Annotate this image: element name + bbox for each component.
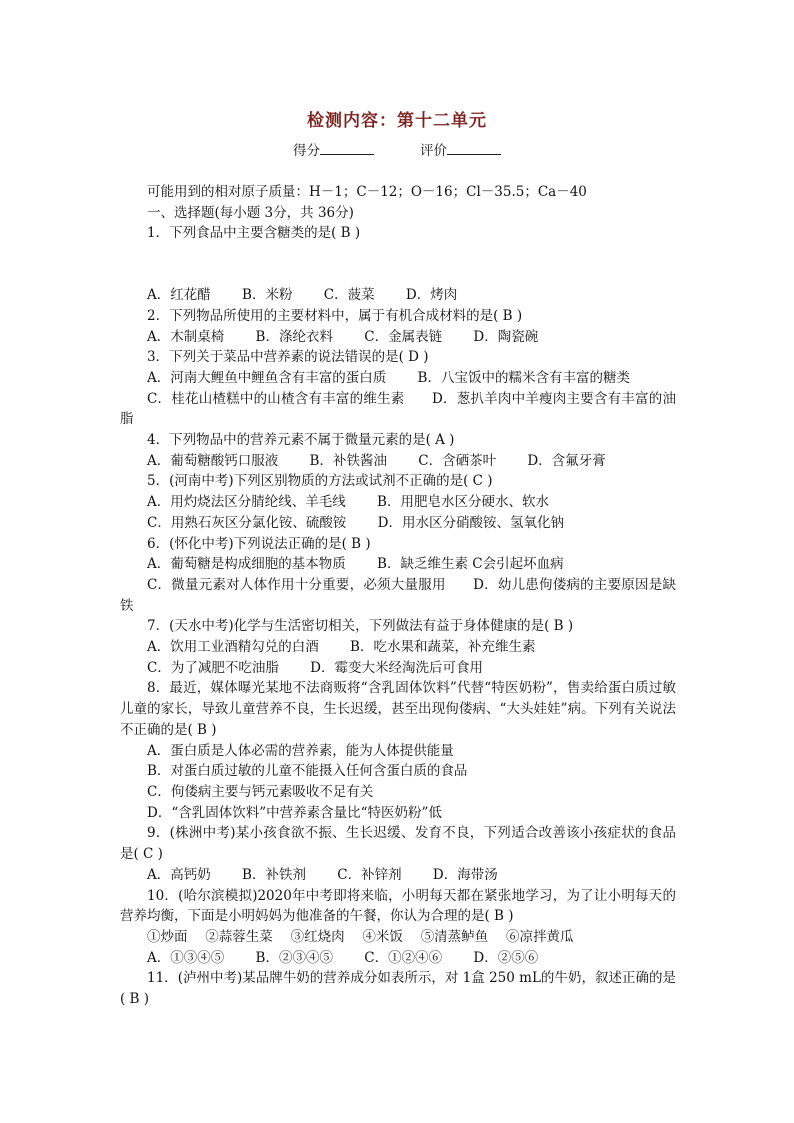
option: A．饮用工业酒精勾兑的白酒	[147, 639, 319, 656]
question-10-options	[120, 948, 676, 969]
page-title: 检测内容：第十二单元	[307, 111, 487, 131]
option: C．用熟石灰区分氯化铵、硫酸铵	[147, 514, 347, 531]
option: D．海带汤	[432, 866, 498, 883]
option: C．菠菜	[323, 287, 375, 304]
question-4-options	[120, 451, 676, 472]
question-4-stem: 4．下列物品中的营养元素不属于微量元素的是( A )	[147, 432, 455, 449]
option: B．缺乏维生素 C会引起坏血病	[377, 556, 564, 573]
option: A．①③④⑤	[147, 949, 225, 966]
question-11-stem: 11．(泸州中考)某品牌牛奶的营养成分如表所示，对 1盒 250 mL的牛奶，叙述正确的是( B )	[120, 970, 676, 1008]
option: D．用水区分硝酸铵、氢氧化钠	[377, 514, 564, 531]
question-1-options	[120, 285, 676, 306]
score-label: 得分	[293, 143, 320, 159]
question-2-options	[120, 327, 676, 348]
question-8-option-c: C．佝偻病主要与钙元素吸收不足有关	[147, 783, 374, 800]
question-7-options-cd	[120, 658, 676, 679]
question-10-items	[120, 927, 676, 948]
option: C．金属表链	[364, 328, 443, 345]
option: A．红花醋	[147, 287, 211, 304]
option: B．涤纶衣料	[255, 328, 333, 345]
question-5-options-cd	[120, 513, 676, 534]
option: C．补锌剂	[337, 866, 402, 883]
question-8-stem: 8．最近，媒体曝光某地不法商贩将“含乳固体饮料”代替“特医奶粉”，售卖给蛋白质过敏儿童的家长，导致儿童营养不良，生长迟缓，甚至出现佝偻病、“大头娃娃”病。下列有关说法不正确的是( B )	[120, 680, 676, 738]
question-content	[120, 182, 676, 1010]
score-evaluation-line	[0, 139, 794, 159]
question-3-stem: 3．下列关于菜品中营养素的说法错误的是( D )	[147, 349, 429, 366]
menu-item: ⑥凉拌黄瓜	[505, 928, 574, 945]
question-3-options-ab	[120, 368, 676, 389]
question-5-options-ab	[120, 492, 676, 513]
option: D．含氟牙膏	[527, 452, 606, 469]
menu-item: ①炒面	[147, 928, 188, 945]
question-6-stem: 6．(怀化中考)下列说法正确的是( B )	[147, 535, 371, 552]
evaluation-label: 评价	[420, 143, 447, 159]
question-8-option-b: B．对蛋白质过敏的儿童不能摄入任何含蛋白质的食品	[147, 763, 468, 780]
option: A．高钙奶	[147, 866, 211, 883]
option: D．烤肉	[405, 287, 458, 304]
section-heading: 一、选择题(每小题 3分，共 36分)	[147, 204, 354, 221]
question-2-stem: 2．下列物品所使用的主要材料中，属于有机合成材料的是( B )	[147, 307, 523, 324]
question-8-option-d: D．“含乳固体饮料”中营养素含量比“特医奶粉”低	[147, 804, 442, 821]
option: A．用灼烧法区分腈纶线、羊毛线	[147, 494, 346, 511]
option: C．为了减肥不吃油脂	[147, 659, 279, 676]
option: A．葡萄糖酸钙口服液	[147, 452, 279, 469]
menu-item: ⑤清蒸鲈鱼	[420, 928, 489, 945]
option: D．②⑤⑥	[473, 949, 539, 966]
score-blank	[320, 142, 374, 155]
option: B．补铁剂	[242, 866, 306, 883]
option: B．八宝饭中的糯米含有丰富的糖类	[417, 369, 630, 386]
option: B．米粉	[242, 287, 293, 304]
menu-item: ②蒜蓉生菜	[205, 928, 273, 945]
menu-item: ③红烧肉	[290, 928, 345, 945]
question-7-stem: 7．(天水中考)化学与生活密切相关，下列做法有益于身体健康的是( B )	[147, 618, 574, 635]
option: B．补铁酱油	[309, 452, 387, 469]
question-6-options-ab	[120, 554, 676, 575]
question-7-options-ab	[120, 637, 676, 658]
atomic-masses-note: 可能用到的相对原子质量：H－1；C－12；O－16；Cl－35.5；Ca－40	[147, 184, 587, 200]
option: A．河南大鲤鱼中鲤鱼含有丰富的蛋白质	[147, 369, 387, 386]
option: A．木制桌椅	[147, 328, 225, 345]
evaluation-blank	[447, 142, 501, 155]
question-8-option-a: A．蛋白质是人体必需的营养素，能为人体提供能量	[147, 742, 454, 759]
option: B．②③④⑤	[255, 949, 333, 966]
question-5-stem: 5．(河南中考)下列区别物质的方法或试剂不正确的是( C )	[147, 473, 493, 490]
question-1-image-space	[120, 244, 676, 285]
option: C．①②④⑥	[364, 949, 443, 966]
option: D．霉变大米经淘洗后可食用	[310, 659, 483, 676]
question-6-options-cd: C．微量元素对人体作用十分重要，必须大量服用 D．幼儿患佝偻病的主要原因是缺铁	[120, 576, 676, 614]
option: B．用肥皂水区分硬水、软水	[377, 494, 549, 511]
question-3-options-cd: C．桂花山楂糕中的山楂含有丰富的维生素 D．葱扒羊肉中羊瘦肉主要含有丰富的油脂	[120, 390, 676, 428]
option: A．葡萄糖是构成细胞的基本物质	[147, 556, 346, 573]
question-10-stem: 10．(哈尔滨模拟)2020年中考即将来临，小明每天都在紧张地学习，为了让小明每天的营养均衡，下面是小明妈妈为他准备的午餐，你认为合理的是( B )	[120, 887, 676, 925]
option: B．吃水果和蔬菜，补充维生素	[350, 639, 536, 656]
question-1-stem: 1．下列食品中主要含糖类的是( B )	[147, 225, 361, 242]
menu-item: ④米饭	[362, 928, 403, 945]
option: D．陶瓷碗	[473, 328, 539, 345]
option: C．含硒茶叶	[418, 452, 497, 469]
question-9-stem: 9．(株洲中考)某小孩食欲不振、生长迟缓、发育不良，下列适合改善该小孩症状的食品是( C )	[120, 825, 676, 863]
question-9-options	[120, 865, 676, 886]
